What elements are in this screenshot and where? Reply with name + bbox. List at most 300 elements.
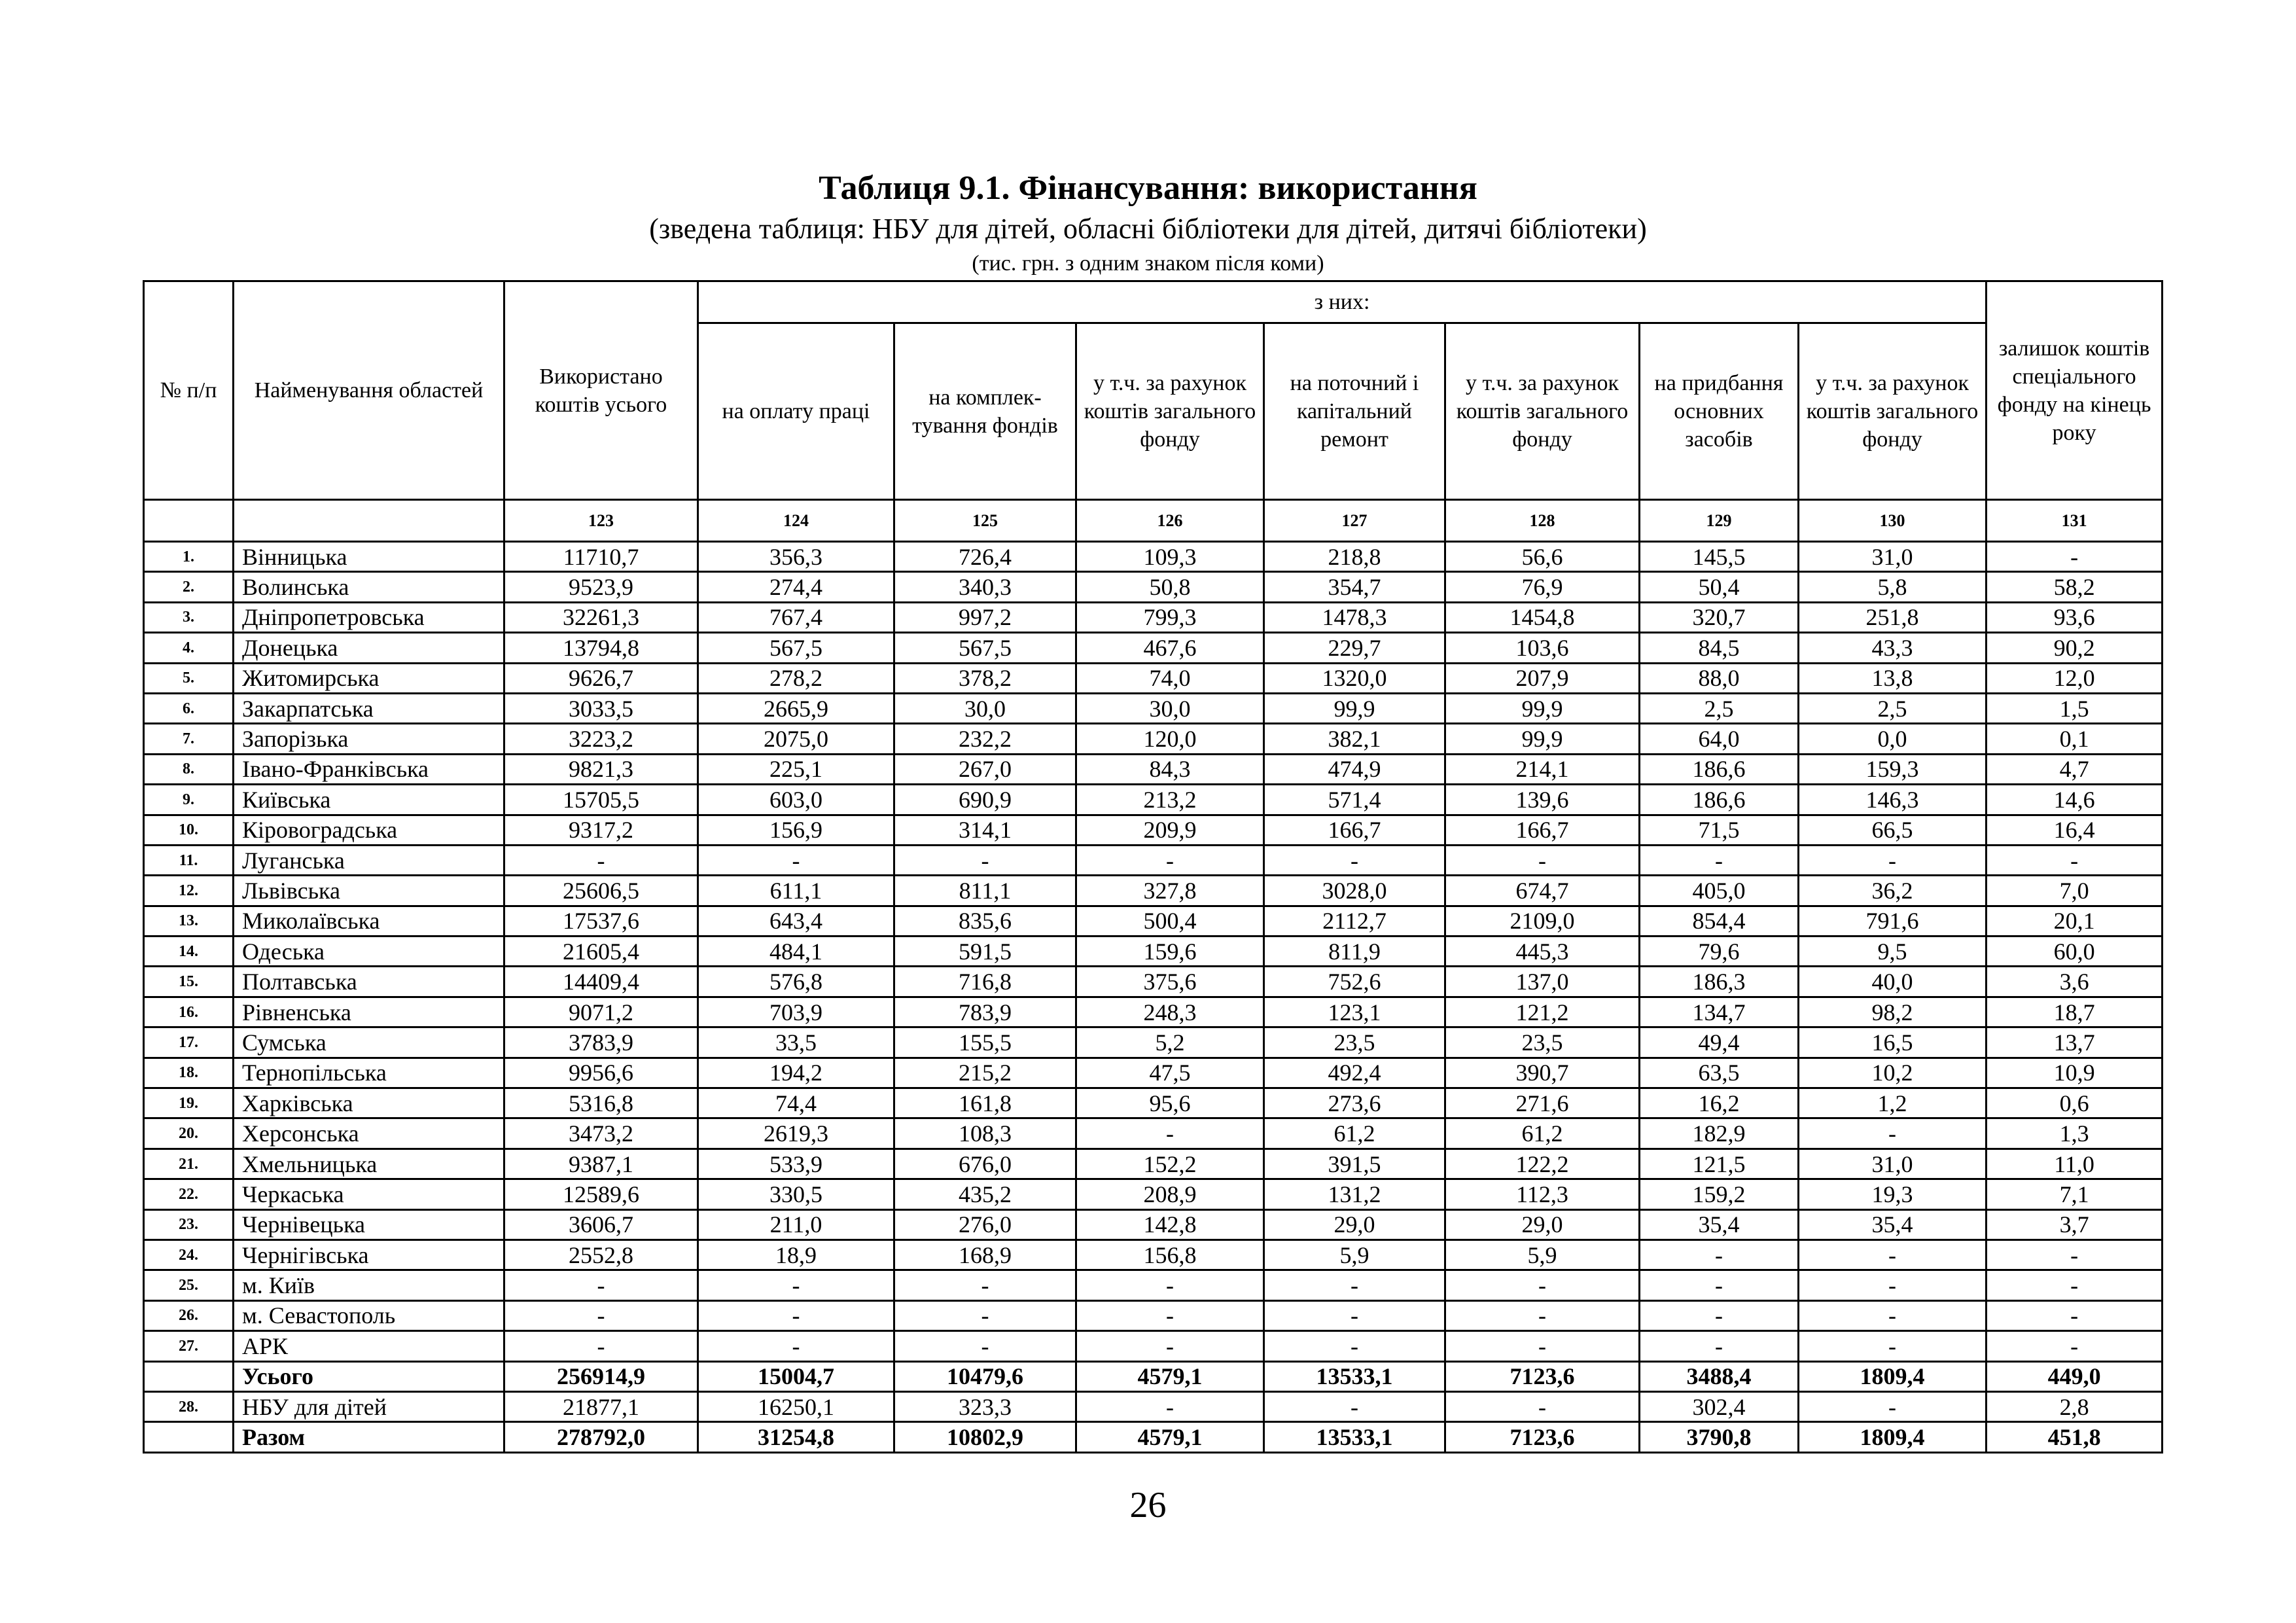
column-number: 129 (1640, 500, 1799, 542)
value-cell: - (504, 1331, 698, 1361)
value-cell: 484,1 (698, 936, 894, 967)
value-cell: 16,4 (1987, 815, 2163, 845)
value-cell: 66,5 (1799, 815, 1987, 845)
row-number: 19. (144, 1088, 234, 1118)
value-cell: - (1799, 1118, 1987, 1149)
row-number: 13. (144, 906, 234, 936)
value-cell: 25606,5 (504, 876, 698, 906)
value-cell: 13,7 (1987, 1027, 2163, 1058)
row-number: 2. (144, 572, 234, 602)
value-cell: 207,9 (1445, 663, 1640, 693)
column-number: 124 (698, 500, 894, 542)
value-cell: - (1264, 1270, 1445, 1300)
value-cell: 36,2 (1799, 876, 1987, 906)
units-note: (тис. грн. з одним знаком після коми) (972, 251, 1324, 276)
column-number: 123 (504, 500, 698, 542)
value-cell: 449,0 (1987, 1361, 2163, 1391)
value-cell: - (1445, 845, 1640, 875)
table-body (144, 542, 2163, 1453)
row-number: 18. (144, 1058, 234, 1088)
value-cell: - (1799, 1300, 1987, 1330)
value-cell: 302,4 (1640, 1391, 1799, 1421)
value-cell: 726,4 (894, 542, 1076, 572)
value-cell: 9317,2 (504, 815, 698, 845)
region-name: Закарпатська (234, 693, 504, 723)
value-cell: 40,0 (1799, 967, 1987, 997)
value-cell: 4579,1 (1076, 1422, 1264, 1452)
value-cell: 0,0 (1799, 724, 1987, 754)
value-cell: 9523,9 (504, 572, 698, 602)
row-number: 28. (144, 1391, 234, 1421)
value-cell: 186,3 (1640, 967, 1799, 997)
value-cell: 49,4 (1640, 1027, 1799, 1058)
value-cell: 2619,3 (698, 1118, 894, 1149)
value-cell: 791,6 (1799, 906, 1987, 936)
value-cell: 3606,7 (504, 1209, 698, 1240)
value-cell: 5,9 (1445, 1240, 1640, 1270)
value-cell: 14409,4 (504, 967, 698, 997)
value-cell: 215,2 (894, 1058, 1076, 1088)
value-cell: 103,6 (1445, 633, 1640, 663)
column-number: 131 (1987, 500, 2163, 542)
value-cell: 56,6 (1445, 542, 1640, 572)
value-cell: 5,8 (1799, 572, 1987, 602)
value-cell: - (504, 845, 698, 875)
value-cell: 120,0 (1076, 724, 1264, 754)
value-cell: 18,9 (698, 1240, 894, 1270)
table-row (144, 785, 2163, 815)
value-cell: - (1445, 1270, 1640, 1300)
value-cell: - (1264, 1331, 1445, 1361)
value-cell: 11710,7 (504, 542, 698, 572)
value-cell: 474,9 (1264, 754, 1445, 784)
value-cell: 213,2 (1076, 785, 1264, 815)
value-cell: 74,0 (1076, 663, 1264, 693)
value-cell: 567,5 (894, 633, 1076, 663)
table-row (144, 936, 2163, 967)
value-cell: 61,2 (1445, 1118, 1640, 1149)
value-cell: 112,3 (1445, 1179, 1640, 1209)
table-row (144, 967, 2163, 997)
row-number: 4. (144, 633, 234, 663)
row-number: 23. (144, 1209, 234, 1240)
table-subtitle: (зведена таблиця: НБУ для дітей, обласні бібліотеки для дітей, дитячі бібліотеки) (649, 213, 1647, 245)
value-cell: 2,5 (1640, 693, 1799, 723)
value-cell: 278792,0 (504, 1422, 698, 1452)
row-number: 17. (144, 1027, 234, 1058)
value-cell: 5,2 (1076, 1027, 1264, 1058)
value-cell: 186,6 (1640, 785, 1799, 815)
value-cell: 323,3 (894, 1391, 1076, 1421)
header-incl-general-2: у т.ч. за рахунок коштів загального фонду (1445, 323, 1640, 500)
region-name: Житомирська (234, 663, 504, 693)
value-cell: 278,2 (698, 663, 894, 693)
value-cell: 20,1 (1987, 906, 2163, 936)
table-row (144, 542, 2163, 572)
value-cell: - (1076, 1391, 1264, 1421)
value-cell: 146,3 (1799, 785, 1987, 815)
value-cell: 218,8 (1264, 542, 1445, 572)
row-number: 7. (144, 724, 234, 754)
value-cell: - (894, 1270, 1076, 1300)
region-name: НБУ для дітей (234, 1391, 504, 1421)
value-cell: 88,0 (1640, 663, 1799, 693)
region-name: Харківська (234, 1088, 504, 1118)
value-cell: 2109,0 (1445, 906, 1640, 936)
row-number: 15. (144, 967, 234, 997)
value-cell: 15004,7 (698, 1361, 894, 1391)
value-cell: 2552,8 (504, 1240, 698, 1270)
header-incl-general-1: у т.ч. за рахунок коштів загального фонду (1076, 323, 1264, 500)
value-cell: - (1445, 1391, 1640, 1421)
value-cell: - (1076, 1300, 1264, 1330)
row-number: 9. (144, 785, 234, 815)
value-cell: 3,6 (1987, 967, 2163, 997)
value-cell: 382,1 (1264, 724, 1445, 754)
value-cell: 84,5 (1640, 633, 1799, 663)
value-cell: 405,0 (1640, 876, 1799, 906)
value-cell: 571,4 (1264, 785, 1445, 815)
value-cell: - (698, 1300, 894, 1330)
value-cell: - (1264, 845, 1445, 875)
value-cell: 17537,6 (504, 906, 698, 936)
row-number: 5. (144, 663, 234, 693)
value-cell: 109,3 (1076, 542, 1264, 572)
value-cell: 391,5 (1264, 1149, 1445, 1179)
region-name: АРК (234, 1331, 504, 1361)
value-cell: 271,6 (1445, 1088, 1640, 1118)
value-cell: 611,1 (698, 876, 894, 906)
value-cell: 186,6 (1640, 754, 1799, 784)
value-cell: 7123,6 (1445, 1422, 1640, 1452)
value-cell: 16,2 (1640, 1088, 1799, 1118)
value-cell: 7,0 (1987, 876, 2163, 906)
value-cell: 209,9 (1076, 815, 1264, 845)
value-cell: 492,4 (1264, 1058, 1445, 1088)
header-no: № п/п (144, 281, 234, 500)
value-cell: 79,6 (1640, 936, 1799, 967)
value-cell: 29,0 (1264, 1209, 1445, 1240)
table-row (144, 633, 2163, 663)
value-cell: 50,4 (1640, 572, 1799, 602)
value-cell: 142,8 (1076, 1209, 1264, 1240)
header-salary: на оплату праці (698, 323, 894, 500)
value-cell: 378,2 (894, 663, 1076, 693)
value-cell: 2,8 (1987, 1391, 2163, 1421)
table-row (144, 815, 2163, 845)
value-cell: 43,3 (1799, 633, 1987, 663)
value-cell: 3473,2 (504, 1118, 698, 1149)
value-cell: 152,2 (1076, 1149, 1264, 1179)
value-cell: 674,7 (1445, 876, 1640, 906)
value-cell: 1454,8 (1445, 602, 1640, 632)
value-cell: 182,9 (1640, 1118, 1799, 1149)
column-number: 125 (894, 500, 1076, 542)
value-cell: 5316,8 (504, 1088, 698, 1118)
value-cell: 267,0 (894, 754, 1076, 784)
value-cell: 320,7 (1640, 602, 1799, 632)
header-name-continued (234, 500, 504, 542)
value-cell: 229,7 (1264, 633, 1445, 663)
column-number-row (144, 500, 2163, 542)
region-name: Донецька (234, 633, 504, 663)
value-cell: 276,0 (894, 1209, 1076, 1240)
value-cell: 168,9 (894, 1240, 1076, 1270)
header-used: Використано коштів усього (504, 281, 698, 500)
value-cell: 121,2 (1445, 997, 1640, 1027)
value-cell: 0,1 (1987, 724, 2163, 754)
row-number: 25. (144, 1270, 234, 1300)
table-row (144, 1240, 2163, 1270)
value-cell: 13533,1 (1264, 1361, 1445, 1391)
table-row (144, 754, 2163, 784)
value-cell: 9,5 (1799, 936, 1987, 967)
value-cell: 99,9 (1264, 693, 1445, 723)
value-cell: 99,9 (1445, 724, 1640, 754)
table-row (144, 845, 2163, 875)
region-name: Миколаївська (234, 906, 504, 936)
value-cell: 30,0 (894, 693, 1076, 723)
value-cell: - (894, 845, 1076, 875)
value-cell: 251,8 (1799, 602, 1987, 632)
table-row (144, 1270, 2163, 1300)
value-cell: 16250,1 (698, 1391, 894, 1421)
value-cell: 131,2 (1264, 1179, 1445, 1209)
value-cell: 23,5 (1264, 1027, 1445, 1058)
value-cell: 390,7 (1445, 1058, 1640, 1088)
value-cell: 3783,9 (504, 1027, 698, 1058)
value-cell: 375,6 (1076, 967, 1264, 997)
value-cell: - (1987, 1331, 2163, 1361)
table-row (144, 1027, 2163, 1058)
table-row (144, 997, 2163, 1027)
value-cell: 811,9 (1264, 936, 1445, 967)
row-number: 6. (144, 693, 234, 723)
value-cell: 9956,6 (504, 1058, 698, 1088)
value-cell: 99,9 (1445, 693, 1640, 723)
region-name: Полтавська (234, 967, 504, 997)
value-cell: 11,0 (1987, 1149, 2163, 1179)
value-cell: 1809,4 (1799, 1422, 1987, 1452)
region-name: Черкаська (234, 1179, 504, 1209)
region-name: Усього (234, 1361, 504, 1391)
value-cell: 123,1 (1264, 997, 1445, 1027)
row-number: 10. (144, 815, 234, 845)
value-cell: - (1076, 1270, 1264, 1300)
value-cell: - (1076, 845, 1264, 875)
region-name: Рівненська (234, 997, 504, 1027)
value-cell: 799,3 (1076, 602, 1264, 632)
value-cell: 7,1 (1987, 1179, 2163, 1209)
row-number: 12. (144, 876, 234, 906)
row-number (144, 1422, 234, 1452)
value-cell: - (1264, 1300, 1445, 1330)
row-number: 8. (144, 754, 234, 784)
value-cell: - (1987, 1240, 2163, 1270)
value-cell: 194,2 (698, 1058, 894, 1088)
header-incl-general-3: у т.ч. за рахунок коштів загального фонду (1799, 323, 1987, 500)
row-number: 14. (144, 936, 234, 967)
page-number: 26 (1129, 1485, 1167, 1525)
value-cell: 10802,9 (894, 1422, 1076, 1452)
value-cell: 208,9 (1076, 1179, 1264, 1209)
value-cell: 576,8 (698, 967, 894, 997)
value-cell: 1478,3 (1264, 602, 1445, 632)
value-cell: 14,6 (1987, 785, 2163, 815)
row-number: 26. (144, 1300, 234, 1330)
value-cell: 166,7 (1445, 815, 1640, 845)
row-number: 20. (144, 1118, 234, 1149)
header-name: Найменування областей (234, 281, 504, 500)
value-cell: 603,0 (698, 785, 894, 815)
value-cell: 643,4 (698, 906, 894, 936)
value-cell: 467,6 (1076, 633, 1264, 663)
value-cell: 1809,4 (1799, 1361, 1987, 1391)
value-cell: 451,8 (1987, 1422, 2163, 1452)
table-row (144, 663, 2163, 693)
header-fixed-assets: на придбання основних засобів (1640, 323, 1799, 500)
table-row (144, 1300, 2163, 1330)
value-cell: 2665,9 (698, 693, 894, 723)
value-cell: 9071,2 (504, 997, 698, 1027)
value-cell: 61,2 (1264, 1118, 1445, 1149)
region-name: Разом (234, 1422, 504, 1452)
value-cell: 500,4 (1076, 906, 1264, 936)
value-cell: 63,5 (1640, 1058, 1799, 1088)
value-cell: 12,0 (1987, 663, 2163, 693)
value-cell: 9821,3 (504, 754, 698, 784)
value-cell: 314,1 (894, 815, 1076, 845)
value-cell: 58,2 (1987, 572, 2163, 602)
region-name: Волинська (234, 572, 504, 602)
row-number: 22. (144, 1179, 234, 1209)
value-cell: 752,6 (1264, 967, 1445, 997)
value-cell: 122,2 (1445, 1149, 1640, 1179)
value-cell: 7123,6 (1445, 1361, 1640, 1391)
table-row (144, 1088, 2163, 1118)
column-number: 128 (1445, 500, 1640, 542)
region-name: Чернівецька (234, 1209, 504, 1240)
table-row (144, 1179, 2163, 1209)
column-number: 127 (1264, 500, 1445, 542)
table-row (144, 1391, 2163, 1421)
value-cell: - (1987, 542, 2163, 572)
value-cell: - (1799, 1331, 1987, 1361)
region-name: Одеська (234, 936, 504, 967)
region-name: Чернігівська (234, 1240, 504, 1270)
value-cell: 90,2 (1987, 633, 2163, 663)
table-row (144, 876, 2163, 906)
value-cell: 76,9 (1445, 572, 1640, 602)
region-name: Дніпропетровська (234, 602, 504, 632)
value-cell: - (1640, 1240, 1799, 1270)
value-cell: - (894, 1300, 1076, 1330)
value-cell: 274,4 (698, 572, 894, 602)
value-cell: 327,8 (1076, 876, 1264, 906)
value-cell: 3488,4 (1640, 1361, 1799, 1391)
value-cell: 5,9 (1264, 1240, 1445, 1270)
value-cell: 18,7 (1987, 997, 2163, 1027)
value-cell: 71,5 (1640, 815, 1799, 845)
value-cell: - (1445, 1300, 1640, 1330)
value-cell: 159,3 (1799, 754, 1987, 784)
region-name: м. Київ (234, 1270, 504, 1300)
value-cell: - (1799, 845, 1987, 875)
value-cell: 225,1 (698, 754, 894, 784)
value-cell: 166,7 (1264, 815, 1445, 845)
value-cell: 716,8 (894, 967, 1076, 997)
value-cell: 84,3 (1076, 754, 1264, 784)
value-cell: 232,2 (894, 724, 1076, 754)
value-cell: 47,5 (1076, 1058, 1264, 1088)
value-cell: 1,5 (1987, 693, 2163, 723)
region-name: Сумська (234, 1027, 504, 1058)
value-cell: - (698, 1270, 894, 1300)
region-name: Тернопільська (234, 1058, 504, 1088)
value-cell: 783,9 (894, 997, 1076, 1027)
value-cell: 13794,8 (504, 633, 698, 663)
value-cell: - (504, 1300, 698, 1330)
value-cell: 31,0 (1799, 542, 1987, 572)
table-row (144, 1149, 2163, 1179)
row-number: 3. (144, 602, 234, 632)
value-cell: 108,3 (894, 1118, 1076, 1149)
region-name: Херсонська (234, 1118, 504, 1149)
region-name: Вінницька (234, 542, 504, 572)
value-cell: 9387,1 (504, 1149, 698, 1179)
row-number: 27. (144, 1331, 234, 1361)
value-cell: - (1076, 1331, 1264, 1361)
value-cell: 134,7 (1640, 997, 1799, 1027)
value-cell: 690,9 (894, 785, 1076, 815)
value-cell: - (1799, 1240, 1987, 1270)
value-cell: 31,0 (1799, 1149, 1987, 1179)
value-cell: 811,1 (894, 876, 1076, 906)
header-balance: залишок коштів спеціального фонду на кінець року (1987, 281, 2163, 500)
value-cell: 161,8 (894, 1088, 1076, 1118)
column-number: 126 (1076, 500, 1264, 542)
value-cell: 13,8 (1799, 663, 1987, 693)
value-cell: - (1799, 1391, 1987, 1421)
region-name: Хмельницька (234, 1149, 504, 1179)
value-cell: 4,7 (1987, 754, 2163, 784)
value-cell: 256914,9 (504, 1361, 698, 1391)
table-row (144, 724, 2163, 754)
value-cell: - (1640, 1300, 1799, 1330)
value-cell: 248,3 (1076, 997, 1264, 1027)
value-cell: 10,9 (1987, 1058, 2163, 1088)
value-cell: 30,0 (1076, 693, 1264, 723)
value-cell: 64,0 (1640, 724, 1799, 754)
value-cell: 15705,5 (504, 785, 698, 815)
value-cell: - (1076, 1118, 1264, 1149)
value-cell: 676,0 (894, 1149, 1076, 1179)
value-cell: 3033,5 (504, 693, 698, 723)
value-cell: 21877,1 (504, 1391, 698, 1421)
value-cell: 32261,3 (504, 602, 698, 632)
value-cell: 95,6 (1076, 1088, 1264, 1118)
value-cell: 591,5 (894, 936, 1076, 967)
value-cell: 2112,7 (1264, 906, 1445, 936)
header-no-continued (144, 500, 234, 542)
value-cell: 21605,4 (504, 936, 698, 967)
value-cell: 159,6 (1076, 936, 1264, 967)
value-cell: - (1987, 1300, 2163, 1330)
region-name: Луганська (234, 845, 504, 875)
value-cell: 2075,0 (698, 724, 894, 754)
value-cell: 137,0 (1445, 967, 1640, 997)
value-cell: 835,6 (894, 906, 1076, 936)
